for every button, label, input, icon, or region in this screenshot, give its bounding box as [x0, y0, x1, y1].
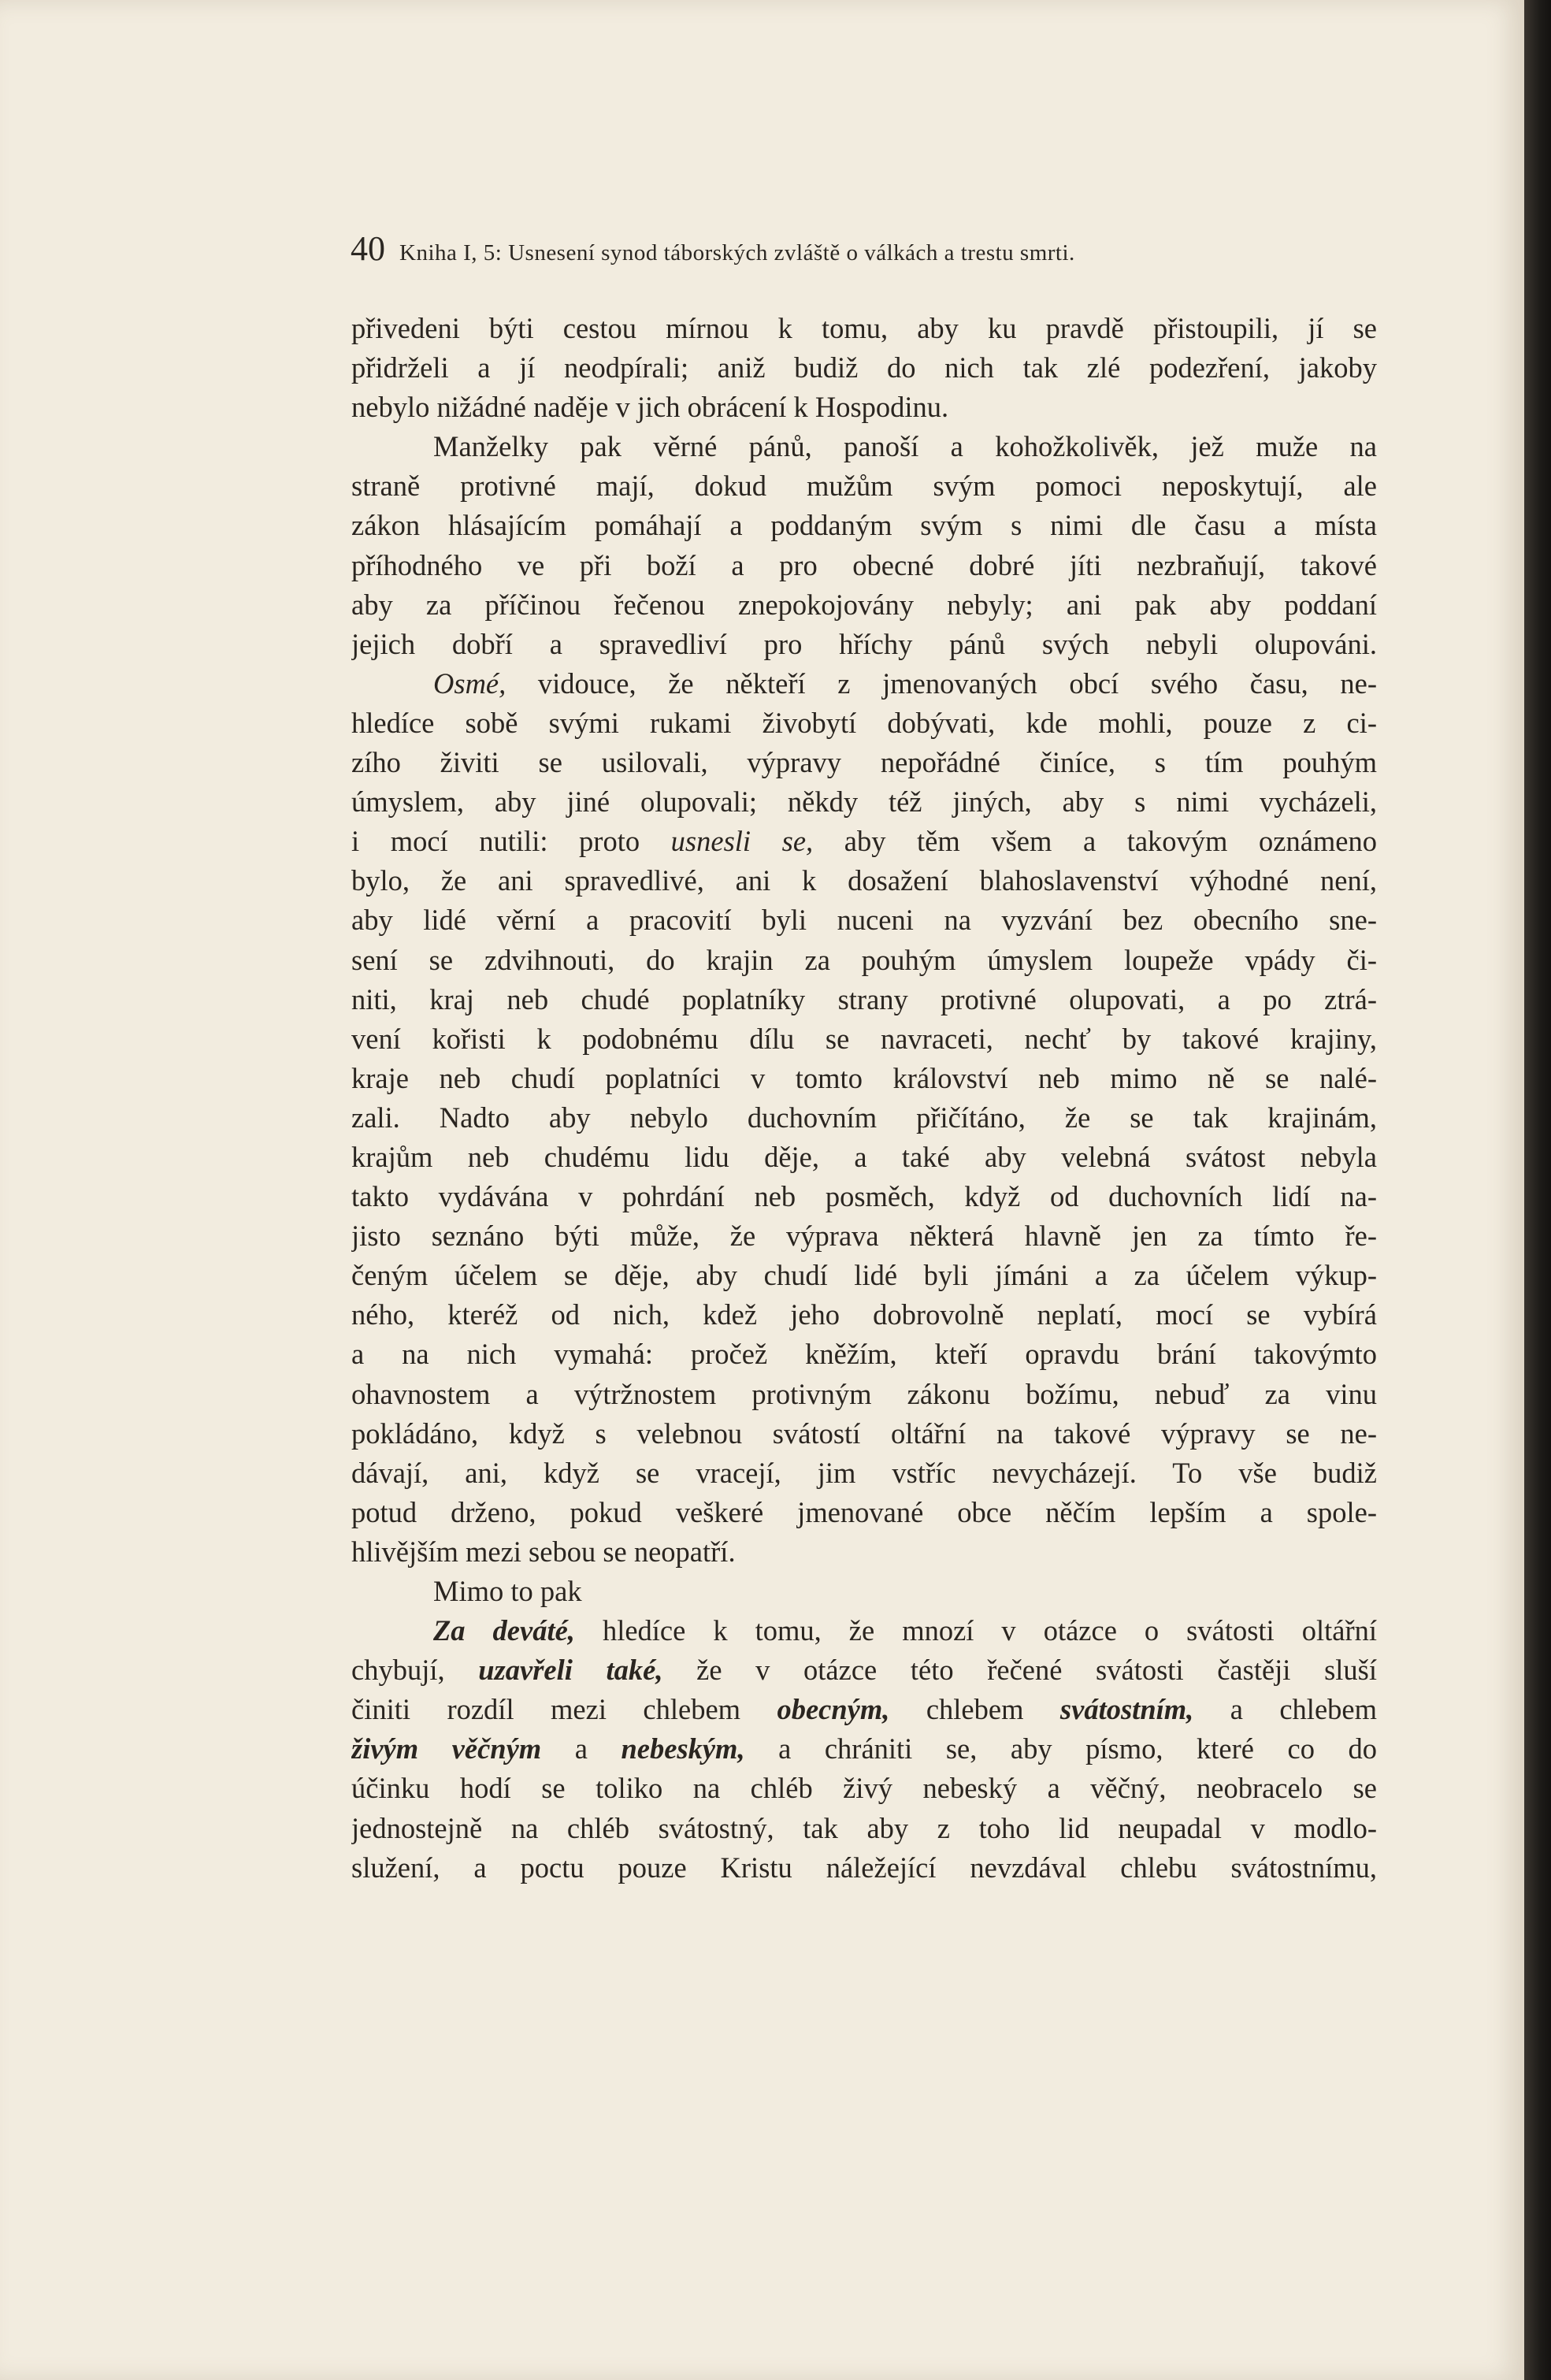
italic-term: Osmé, — [433, 666, 506, 700]
text-segment: a chrániti se, aby písmo, které co do — [744, 1732, 1377, 1766]
text-line — [351, 1611, 1377, 1650]
text-line: potud drženo, pokud veškeré jmenované obce něčím lepším a spole- — [351, 1495, 1377, 1528]
text-line: příhodného ve při boží a pro obecné dobré jíti nezbraňují, takové — [351, 548, 1377, 581]
italic-term: nebeským, — [621, 1732, 745, 1766]
text-segment: vidouce, že někteří z jmenovaných obcí svého času, ne- — [506, 666, 1377, 700]
text-line: pokládáno, když s velebnou svátostí oltářní na takové výpravy se ne- — [351, 1416, 1377, 1450]
text-line — [351, 1650, 1377, 1690]
text-segment: chybují, — [351, 1654, 479, 1687]
text-line: kraje neb chudí poplatníci v tomto království neb mimo ně se nalé- — [351, 1061, 1377, 1094]
page-number: 40 — [351, 229, 385, 268]
text-line: Manželky pak věrné pánů, panoší a kohožkolivěk, jež muže na — [433, 430, 1377, 463]
text-line — [351, 1690, 1377, 1729]
text-line — [351, 1729, 1377, 1769]
text-line: a na nich vymahá: pročež kněžím, kteří opravdu brání takovýmto — [351, 1338, 1377, 1371]
text-segment: že v otázce této řečené svátosti častěji sluší — [662, 1654, 1377, 1687]
text-line: bylo, že ani spravedlivé, ani k dosažení blahoslavenství výhodné není, — [351, 864, 1377, 897]
italic-term: usnesli se, — [670, 825, 814, 858]
text-segment: aby těm všem a takovým oznámeno — [813, 825, 1377, 858]
text-line: takto vydávána v pohrdání neb posměch, když od duchovních lidí na- — [351, 1180, 1377, 1213]
text-line: úmyslem, aby jiné olupovali; někdy též jiných, aby s nimi vycházeli, — [351, 785, 1377, 819]
text-line: jednostejně na chléb svátostný, tak aby z toho lid neupadal v modlo- — [351, 1811, 1377, 1844]
text-line: jisto seznáno býti může, že výprava některá hlavně jen za tímto ře- — [351, 1220, 1377, 1253]
text-line: krajům neb chudému lidu děje, a také aby velebná svátost nebyla — [351, 1140, 1377, 1173]
text-segment: chlebem — [889, 1693, 1060, 1726]
text-line: ného, kteréž od nich, kdež jeho dobrovolně neplatí, mocí se vybírá — [351, 1298, 1377, 1331]
text-line: jejich dobří a spravedliví pro hříchy pánů svých nebyli olupováni. — [351, 627, 1377, 660]
italic-term: uzavřeli také, — [478, 1654, 663, 1687]
text-line: aby lidé věrní a pracovití byli nuceni na vyzvání bez obecního sne- — [351, 904, 1377, 937]
text-line: účinku hodí se toliko na chléb živý nebeský a věčný, neobracelo se — [351, 1772, 1377, 1805]
text-line: dávají, ani, když se vracejí, jim vstříc nevycházejí. To vše budiž — [351, 1456, 1377, 1489]
text-line: přivedeni býti cestou mírnou k tomu, aby ku pravdě přistoupili, jí se — [351, 312, 1377, 344]
text-line — [351, 664, 1377, 704]
text-line: zali. Nadto aby nebylo duchovním přičítáno, že se tak krajinám, — [351, 1101, 1377, 1134]
italic-term: svátostním, — [1059, 1693, 1194, 1726]
text-segment: a chlebem — [1193, 1693, 1377, 1726]
text-line: aby za příčinou řečenou znepokojovány nebyly; ani pak aby poddaní — [351, 588, 1377, 621]
body-text — [351, 309, 1377, 1888]
page-header — [351, 228, 1453, 268]
text-line: hledíce sobě svými rukami živobytí dobývati, kde mohli, pouze z ci- — [351, 706, 1377, 739]
italic-term: živým věčným — [351, 1732, 542, 1766]
text-line: straně protivné mají, dokud mužům svým pomoci neposkytují, ale — [351, 470, 1377, 503]
italic-term: obecným, — [777, 1693, 890, 1726]
text-line: vení kořisti k podobnému dílu se navraceti, nechť by takové krajiny, — [351, 1022, 1377, 1055]
text-segment: hledíce k tomu, že mnozí v otázce o svátosti oltářní — [574, 1614, 1377, 1647]
text-line: Mimo to pak — [433, 1575, 582, 1607]
page-edge-shadow — [1524, 0, 1551, 2380]
text-segment: i mocí nutili: proto — [351, 825, 671, 858]
text-line: přidrželi a jí neodpírali; aniž budiž do nich tak zlé podezření, jakoby — [351, 351, 1377, 384]
text-line: zákon hlásajícím pomáhají a poddaným svým s nimi dle času a místa — [351, 509, 1377, 542]
text-segment: činiti rozdíl mezi chlebem — [351, 1693, 777, 1726]
text-line — [351, 822, 1377, 861]
text-line: služení, a poctu pouze Kristu náležející nevzdával chlebu svátostnímu, — [351, 1851, 1377, 1884]
text-line: niti, kraj neb chudé poplatníky strany protivné olupovati, a po ztrá- — [351, 982, 1377, 1015]
italic-term: Za deváté, — [433, 1614, 575, 1647]
text-line: hlivějším mezi sebou se neopatří. — [351, 1535, 736, 1568]
text-line: zího živiti se usilovali, výpravy nepořádné činíce, s tím pouhým — [351, 746, 1377, 779]
text-segment: a — [541, 1732, 622, 1766]
text-line: nebylo nižádné naděje v jich obrácení k Hospodinu. — [351, 391, 949, 424]
text-line: čeným účelem se děje, aby chudí lidé byli jímáni a za účelem výkup- — [351, 1259, 1377, 1292]
text-line: ohavnostem a výtržnostem protivným zákonu božímu, nebuď za vinu — [351, 1377, 1377, 1410]
running-head: Kniha I, 5: Usnesení synod táborských zvláště o válkách a trestu smrti. — [399, 240, 1075, 265]
text-line: sení se zdvihnouti, do krajin za pouhým úmyslem loupeže vpády či- — [351, 943, 1377, 976]
